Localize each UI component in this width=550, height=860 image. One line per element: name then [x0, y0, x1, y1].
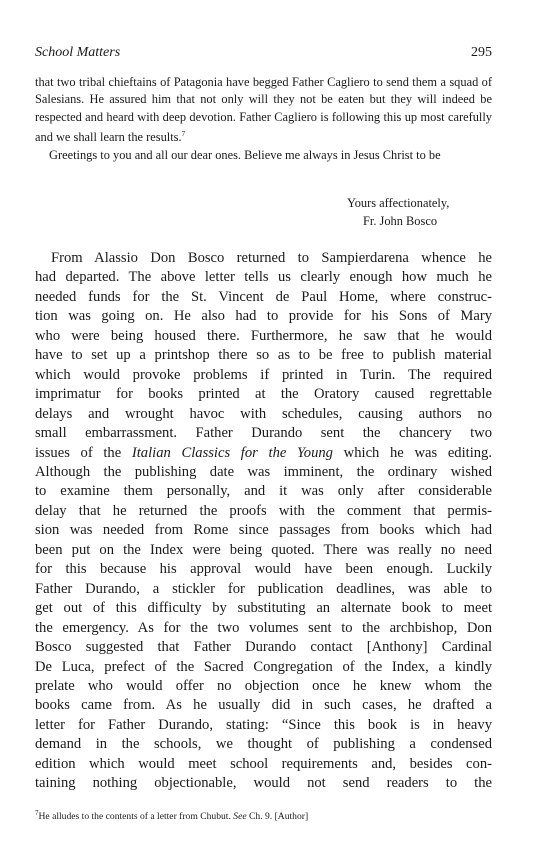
body-line: Father Durando, a stickler for publication deadlines, was able to [35, 580, 492, 597]
letter-paragraph-1-text: that two tribal chieftains of Patagonia have begged Father Cagliero to send them a squad of Salesians. He assured him that not only will they not be eaten but they will indeed be respected and heard with deep devotion. Father Cagliero is following this up most carefully and we shall learn the results. [35, 75, 492, 145]
body-line: De Luca, prefect of the Sacred Congregation of the Index, a kindly [35, 658, 492, 675]
letter-excerpt [35, 74, 492, 164]
body-line: delays and wrought havoc with schedules, causing authors no [35, 405, 492, 422]
body-line: prelate who would offer no objection once he knew whom the [35, 677, 492, 694]
page-header [35, 45, 492, 61]
letter-paragraph-2: Greetings to you and all our dear ones. Believe me always in Jesus Christ to be [49, 147, 441, 162]
letter-closing [35, 194, 492, 230]
book-title: Italian Classics for the Young [131, 444, 333, 461]
body-line: Although the publishing date was imminent, the ordinary wished [35, 463, 492, 480]
body-line: imprimatur for books printed at the Oratory caused regrettable [35, 386, 492, 403]
body-line: sion was needed from Rome since passages from books which had [35, 522, 492, 539]
body-line: demand in the schools, we thought of publishing a condensed [35, 736, 492, 753]
body-line: delay that he returned the proofs with the comment that permis- [35, 502, 492, 519]
signature: Fr. John Bosco [363, 214, 438, 228]
body-line-lead: issues of the [35, 444, 122, 461]
footnote [35, 809, 515, 822]
body-line: needed funds for the St. Vincent de Paul Home, where construc- [35, 288, 492, 305]
main-text [35, 249, 492, 794]
body-line: get out of this difficulty by substituting an alternate book to meet [35, 600, 492, 617]
body-line: been put on the Index were being quoted. There was really no need [35, 541, 492, 558]
body-line: edition which would meet school requirements and, besides con- [35, 755, 492, 772]
body-line: taining nothing objectionable, would not send readers to the [35, 775, 492, 792]
footnote-text: He alludes to the contents of a letter from Chubut. [38, 811, 231, 823]
body-line: Bosco suggested that Father Durando contact [Anthony] Cardinal [35, 639, 492, 656]
body-line: tion was going on. He also had to provide for his Sons of Mary [35, 308, 492, 325]
body-line: have to set up a printshop there so as to be free to publish material [35, 347, 492, 364]
body-line: From Alassio Don Bosco returned to Sampierdarena whence he [51, 250, 492, 266]
letter-paragraph-1 [35, 74, 492, 147]
body-line: had departed. The above letter tells us clearly enough how much he [35, 269, 492, 286]
body-line: for this because his approval would have been enough. Luckily [35, 561, 492, 578]
body-line: small embarrassment. Father Durando sent the chancery two [35, 425, 492, 442]
body-line: letter for Father Durando, stating: “Since this book is in heavy [35, 716, 492, 733]
footnote-reference: 7 [181, 130, 186, 139]
body-line-tail: which he was editing. [343, 444, 493, 461]
valediction: Yours affectionately, [347, 196, 450, 210]
body-line: to examine them personally, and it was only after considerable [35, 483, 492, 500]
footnote-see: See [233, 811, 247, 823]
body-line: who were being housed there. Furthermore, he saw that he would [35, 327, 492, 344]
running-title: School Matters [35, 45, 121, 60]
body-line: which would provoke problems if printed in Turin. The required [35, 366, 492, 383]
footnote-mark: 7 [35, 809, 39, 817]
body-line [35, 444, 492, 463]
page-number: 295 [471, 45, 492, 60]
body-line: books came from. As he usually did in such cases, he drafted a [35, 697, 492, 714]
body-line: the emergency. As for the two volumes sent to the archbishop, Don [35, 619, 492, 636]
footnote-text-tail: Ch. 9. [Author] [249, 811, 309, 823]
